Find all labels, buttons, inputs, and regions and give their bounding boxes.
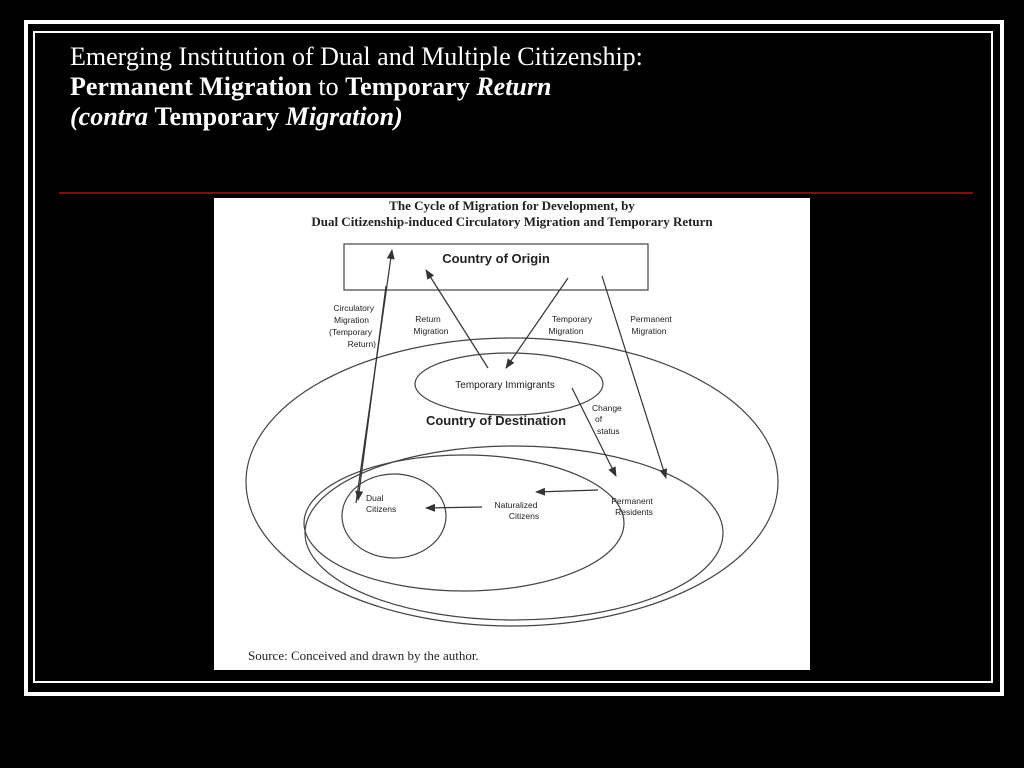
temporary-immigrants-label: Temporary Immigrants [455,380,555,391]
naturalized-citizens-label-2: Citizens [508,511,540,521]
dual-citizens-label-2: Citizens [366,504,397,514]
migration-cycle-diagram [214,198,810,670]
permanent-migration-label-2: Migration [631,326,667,336]
dual-citizens-circle [342,474,446,558]
slide-title [70,42,643,132]
permanent-residents-label-2: Residents [615,507,653,517]
title-return: Return [476,72,552,101]
dual-citizenship-arrow [426,507,482,508]
permanent-residents-ellipse [305,446,723,620]
temporary-migration-label-2: Migration [548,326,584,336]
title-temporary-2: Temporary [154,102,286,131]
dual-citizens-label-1: Dual [366,493,384,503]
country-of-destination-label: Country of Destination [425,413,567,428]
figure-title-line2: Dual Citizenship-induced Circulatory Migration and Temporary Return [311,214,713,229]
change-of-status-label-2: of [595,414,603,424]
title-to: to [311,72,346,101]
title-temporary: Temporary [345,72,477,101]
naturalized-citizens-ellipse [304,455,624,591]
temporary-migration-label-1: Temporary [551,314,593,324]
title-permanent-migration: Permanent Migration [70,72,312,101]
slide-title-line3 [70,102,643,132]
title-migration: Migration) [285,102,403,131]
country-of-origin-label: Country of Origin [442,251,550,266]
change-of-status-label-3: status [597,426,620,436]
naturalized-citizens-label-1: Naturalized [494,500,538,510]
figure-title-line1: The Cycle of Migration for Development, by [389,198,635,213]
naturalization-arrow [536,490,598,492]
title-divider [59,192,973,194]
slide-title-line1: Emerging Institution of Dual and Multiple Citizenship: [70,42,643,71]
diagram-figure [214,198,810,670]
change-of-status-label-1: Change [592,403,622,413]
title-contra: (contra [70,102,155,131]
permanent-residents-label-1: Permanent [611,496,653,506]
permanent-migration-label-1: Permanent [630,314,672,324]
circulatory-label-1: Circulatory [333,303,374,313]
return-migration-label-1: Return [415,314,441,324]
figure-source: Source: Conceived and drawn by the author. [248,648,479,663]
circulatory-label-3: (Temporary [329,327,372,337]
circulatory-label-4: Return) [347,339,376,349]
return-migration-label-2: Migration [413,326,449,336]
circulatory-label-2: Migration [334,315,369,325]
slide-title-line2 [70,72,643,102]
permanent-migration-arrow [602,276,666,478]
